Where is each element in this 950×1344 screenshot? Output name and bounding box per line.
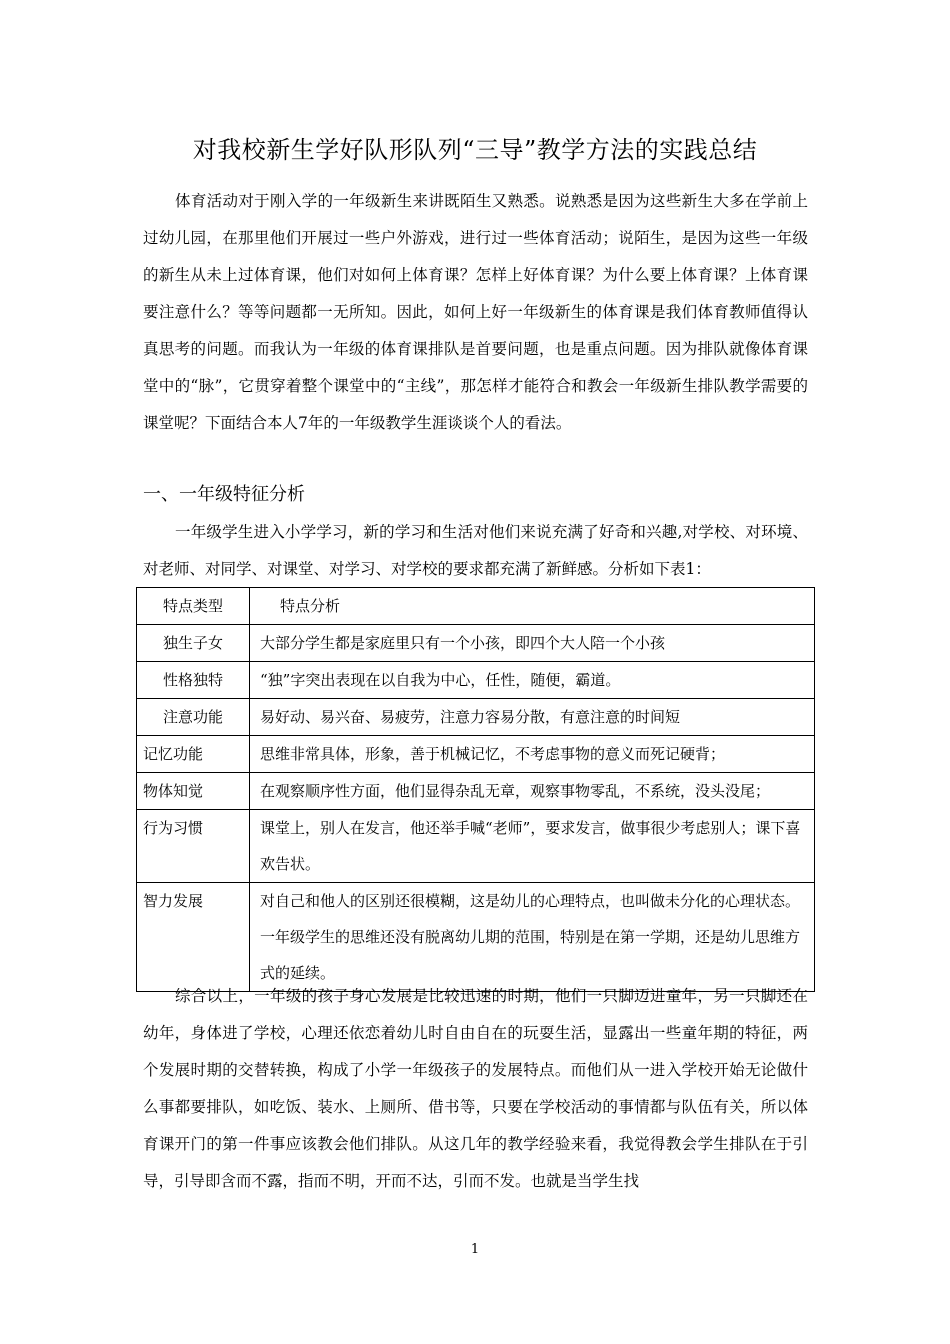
trait-analysis-cell: 对自己和他人的区别还很模糊，这是幼儿的心理特点，也叫做未分化的心理状态。一年级学生的思维还没有脱离幼儿期的范围，特别是在第一学期，还是幼儿思维方式的延续。: [250, 883, 815, 992]
table-row: [137, 736, 815, 773]
table-row: [137, 883, 815, 992]
trait-type-cell: 行为习惯: [137, 810, 250, 883]
intro-paragraph: 体育活动对于刚入学的一年级新生来讲既陌生又熟悉。说熟悉是因为这些新生大多在学前上过幼儿园，在那里他们开展过一些户外游戏，进行过一些体育活动；说陌生，是因为这些一年级的新生从未上过体育课，他们对如何上体育课？怎样上好体育课？为什么要上体育课？上体育课要注意什么？等等问题都一无所知。因此，如何上好一年级新生的体育课是我们体育教师值得认真思考的问题。而我认为一年级的体育课排队是首要问题，也是重点问题。因为排队就像体育课堂中的“脉”，它贯穿着整个课堂中的“主线”，那怎样才能符合和教会一年级新生排队教学需要的课堂呢？下面结合本人7年的一年级教学生涯谈谈个人的看法。: [143, 192, 808, 432]
table-header-row: [137, 588, 815, 625]
page-number: 1: [470, 1242, 480, 1257]
trait-analysis-cell: 思维非常具体，形象，善于机械记忆，不考虑事物的意义而死记硬背；: [250, 736, 815, 773]
header-analysis-cell: 特点分析: [250, 588, 815, 625]
table-row: [137, 773, 815, 810]
trait-analysis-cell: 课堂上，别人在发言，他还举手喊“老师”，要求发言，做事很少考虑别人；课下喜欢告状。: [250, 810, 815, 883]
table-row: [137, 810, 815, 883]
table-row: [137, 625, 815, 662]
table-row: [137, 699, 815, 736]
trait-analysis-cell: 大部分学生都是家庭里只有一个小孩，即四个大人陪一个小孩: [250, 625, 815, 662]
trait-type-cell: 注意功能: [137, 699, 250, 736]
section-heading: 一、一年级特征分析: [143, 484, 305, 505]
trait-analysis-cell: 易好动、易兴奋、易疲劳，注意力容易分散，有意注意的时间短: [250, 699, 815, 736]
traits-table: [136, 587, 815, 992]
trait-type-cell: 性格独特: [137, 662, 250, 699]
document-title: 对我校新生学好队形队列“三导”教学方法的实践总结: [192, 136, 758, 164]
trait-type-cell: 智力发展: [137, 883, 250, 992]
header-type-cell: 特点类型: [137, 588, 250, 625]
summary-paragraph: 综合以上，一年级的孩子身心发展是比较迅速的时期，他们一只脚迈进童年，另一只脚还在幼年，身体进了学校，心理还依恋着幼儿时自由自在的玩耍生活，显露出一些童年期的特征，两个发展时期的交替转换，构成了小学一年级孩子的发展特点。而他们从一进入学校开始无论做什么事都要排队，如吃饭、装水、上厕所、借书等，只要在学校活动的事情都与队伍有关，所以体育课开门的第一件事应该教会他们排队。从这几年的教学经验来看，我觉得教会学生排队在于引导，引导即含而不露，指而不明，开而不达，引而不发。也就是当学生找: [143, 987, 808, 1190]
trait-type-cell: 物体知觉: [137, 773, 250, 810]
table-row: [137, 662, 815, 699]
trait-analysis-cell: 在观察顺序性方面，他们显得杂乱无章，观察事物零乱，不系统，没头没尾；: [250, 773, 815, 810]
trait-type-cell: 独生子女: [137, 625, 250, 662]
section-paragraph: 一年级学生进入小学学习，新的学习和生活对他们来说充满了好奇和兴趣,对学校、对环境、对老师、对同学、对课堂、对学习、对学校的要求都充满了新鲜感。分析如下表1：: [143, 523, 808, 578]
trait-type-cell: 记忆功能: [137, 736, 250, 773]
trait-analysis-cell: “独”字突出表现在以自我为中心，任性，随便，霸道。: [250, 662, 815, 699]
